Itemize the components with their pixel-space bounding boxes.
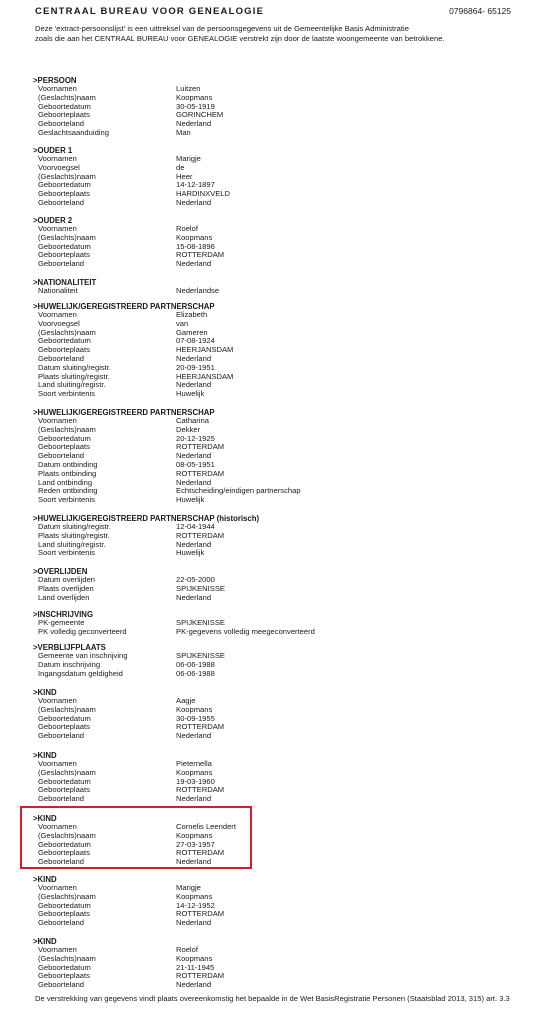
field-value: Huwelijk <box>176 548 205 558</box>
field-value: Aagje <box>176 696 196 705</box>
field-label: Nationaliteit <box>38 286 78 295</box>
field-label: Geslachtsaanduiding <box>38 127 109 137</box>
field-row <box>33 337 513 346</box>
section <box>33 688 513 741</box>
footer-note: De verstrekking van gegevens vindt plaats overeenkomstig het bepaalde in de Wet BasisRegistratie Personen (Staatsblad 2013, 315) art. 3.3 <box>35 994 510 1003</box>
field-row <box>33 164 513 173</box>
field-value: HEERJANSDAM <box>176 371 234 381</box>
section <box>33 937 513 990</box>
field-value: 06-06-1988 <box>176 668 215 678</box>
field-label: Plaats ontbinding <box>38 468 97 478</box>
field-value: ROTTERDAM <box>176 722 225 732</box>
field-value: Roelof <box>176 224 198 233</box>
field-value: HEERJANSDAM <box>176 345 234 355</box>
section-title: >PERSOON <box>33 76 77 85</box>
intro-line: Deze 'extract-persoonslijst' is een uittreksel van de persoonsgegevens uit de Gemeentelijke Basis Administratie <box>35 24 409 33</box>
field-label: Geboorteplaats <box>38 442 90 452</box>
section <box>33 567 513 602</box>
field-label: (Geslachts)naam <box>38 92 96 102</box>
field-label: Voornamen <box>38 224 77 233</box>
field-row <box>33 786 513 795</box>
section-title: >KIND <box>33 688 57 697</box>
field-value: 07-08-1924 <box>176 336 215 346</box>
field-row <box>33 760 513 769</box>
field-value: Man <box>176 127 191 137</box>
section <box>33 302 513 399</box>
section-title: >INSCHRIJVING <box>33 610 94 619</box>
field-row <box>33 955 513 964</box>
field-row <box>33 576 513 585</box>
field-row <box>33 155 513 164</box>
field-row <box>33 769 513 778</box>
field-value: Nederland <box>176 857 212 867</box>
field-value: ROTTERDAM <box>176 442 225 452</box>
intro-line: zoals die aan het CENTRAAL BUREAU voor GENEALOGIE verstrekt zijn door de laatste woongemeente van betrokkene. <box>35 33 445 43</box>
field-label: Voorvoegsel <box>38 318 80 328</box>
field-value: Nederland <box>176 592 212 602</box>
reference-number: 0796864- 65125 <box>449 6 511 16</box>
field-label: Geboorteplaats <box>38 909 90 919</box>
field-value: Koopmans <box>176 830 213 840</box>
field-value: 14-12-1897 <box>176 180 215 190</box>
section-title: >KIND <box>33 937 57 946</box>
field-row <box>33 103 513 112</box>
field-label: Datum sluiting/registr. <box>38 362 112 372</box>
field-row <box>33 173 513 182</box>
highlight-box <box>20 806 252 869</box>
field-row <box>33 549 513 558</box>
field-value: Nederland <box>176 451 212 461</box>
field-value: Marigje <box>176 154 201 163</box>
field-value: ROTTERDAM <box>176 468 225 478</box>
section <box>33 146 513 208</box>
field-row <box>33 346 513 355</box>
field-value: Koopmans <box>176 704 213 714</box>
field-value: ROTTERDAM <box>176 530 225 540</box>
section-title: >KIND <box>33 751 57 760</box>
field-label: Geboorteplaats <box>38 848 90 858</box>
document-title: CENTRAAL BUREAU VOOR GENEALOGIE <box>35 6 265 17</box>
field-label: PK volledig geconverteerd <box>38 626 127 636</box>
field-row <box>33 910 513 919</box>
section-title: >OUDER 2 <box>33 216 73 225</box>
field-label: Voornamen <box>38 310 77 319</box>
field-value: Koopmans <box>176 92 213 102</box>
field-row <box>33 243 513 252</box>
field-value: Nederland <box>176 539 212 549</box>
field-value: ROTTERDAM <box>176 785 225 795</box>
field-value: Gameren <box>176 327 208 337</box>
field-value: Nederland <box>176 980 212 990</box>
field-label: Geboortedatum <box>38 962 91 972</box>
field-label: (Geslachts)naam <box>38 327 96 337</box>
field-label: (Geslachts)naam <box>38 953 96 963</box>
field-row <box>33 461 513 470</box>
field-value: de <box>176 162 185 172</box>
section-title: >HUWELIJK/GEREGISTREERD PARTNERSCHAP <box>33 408 215 417</box>
field-label: Datum ontbinding <box>38 459 98 469</box>
field-row <box>33 287 513 296</box>
field-value: PK-gegevens volledig meegeconverteerd <box>176 626 315 636</box>
field-label: Datum inschrijving <box>38 659 101 669</box>
field-value: Dekker <box>176 424 201 434</box>
field-row <box>33 94 513 103</box>
field-row <box>33 541 513 550</box>
field-row <box>33 390 513 399</box>
field-label: Reden ontbinding <box>38 486 98 496</box>
field-label: Soort verbintenis <box>38 389 95 399</box>
section-title: >HUWELIJK/GEREGISTREERD PARTNERSCHAP <box>33 302 215 311</box>
field-label: Soort verbintenis <box>38 548 95 558</box>
intro-text <box>35 24 535 43</box>
field-row <box>33 723 513 732</box>
field-value: 12-04-1944 <box>176 522 215 531</box>
field-value: 15-08-1896 <box>176 241 215 251</box>
section <box>33 514 513 558</box>
field-row <box>33 435 513 444</box>
field-value: SPIJKENISSE <box>176 618 225 627</box>
field-value: Huwelijk <box>176 389 205 399</box>
field-label: Geboorteplaats <box>38 250 90 260</box>
field-value: Nederland <box>176 918 212 928</box>
field-label: (Geslachts)naam <box>38 171 96 181</box>
field-row <box>33 778 513 787</box>
field-label: Gemeente van inschrijving <box>38 651 128 660</box>
field-row <box>33 795 513 804</box>
field-value: Nederland <box>176 259 212 269</box>
section-title: >KIND <box>33 814 57 823</box>
field-value: Marigje <box>176 883 201 892</box>
section <box>33 610 513 637</box>
field-label: (Geslachts)naam <box>38 232 96 242</box>
field-label: Land overlijden <box>38 592 90 602</box>
field-label: (Geslachts)naam <box>38 767 96 777</box>
field-label: Land sluiting/registr. <box>38 380 106 390</box>
field-label: Voornamen <box>38 416 77 425</box>
field-row <box>33 732 513 741</box>
field-label: Geboorteplaats <box>38 971 90 981</box>
field-label: Geboorteland <box>38 451 85 461</box>
field-row <box>33 884 513 893</box>
field-label: Geboortedatum <box>38 900 91 910</box>
field-value: Koopmans <box>176 232 213 242</box>
field-label: Geboortedatum <box>38 101 91 111</box>
field-value: ROTTERDAM <box>176 250 225 260</box>
field-label: Geboorteplaats <box>38 722 90 732</box>
field-row <box>33 181 513 190</box>
field-value: ROTTERDAM <box>176 848 225 858</box>
section-title: >OUDER 1 <box>33 146 73 155</box>
field-label: Geboorteland <box>38 353 85 363</box>
field-value: Koopmans <box>176 891 213 901</box>
section-title: >KIND <box>33 875 57 884</box>
field-row <box>33 919 513 928</box>
field-label: Voornamen <box>38 84 77 93</box>
field-value: 20-12-1925 <box>176 433 215 443</box>
field-label: Voornamen <box>38 883 77 892</box>
field-label: (Geslachts)naam <box>38 830 96 840</box>
section <box>33 216 513 269</box>
field-label: (Geslachts)naam <box>38 891 96 901</box>
field-row <box>33 111 513 120</box>
field-value: Elizabeth <box>176 310 208 319</box>
field-label: Geboorteplaats <box>38 189 90 199</box>
field-value: van <box>176 318 189 328</box>
field-label: Geboorteland <box>38 259 85 269</box>
field-label: Geboortedatum <box>38 776 91 786</box>
field-label: Geboortedatum <box>38 713 91 723</box>
field-value: Nederland <box>176 353 212 363</box>
field-row <box>33 329 513 338</box>
field-label: Voornamen <box>38 696 77 705</box>
field-label: Geboorteland <box>38 980 85 990</box>
section-title: >NATIONALITEIT <box>33 278 97 287</box>
field-label: Datum overlijden <box>38 575 95 584</box>
field-row <box>33 417 513 426</box>
field-label: PK-gemeente <box>38 618 85 627</box>
field-value: Luitzen <box>176 84 201 93</box>
field-label: Geboortedatum <box>38 241 91 251</box>
field-label: Geboorteplaats <box>38 785 90 795</box>
field-value: 27-03-1957 <box>176 839 215 849</box>
field-value: 14-12-1952 <box>176 900 215 910</box>
field-value: Roelof <box>176 945 198 954</box>
field-row <box>33 85 513 94</box>
field-row <box>33 260 513 269</box>
field-label: Geboortedatum <box>38 839 91 849</box>
field-value: Nederland <box>176 731 212 741</box>
field-value: 20-09-1951 <box>176 362 215 372</box>
field-row <box>33 251 513 260</box>
field-label: (Geslachts)naam <box>38 704 96 714</box>
field-value: ROTTERDAM <box>176 971 225 981</box>
field-value: Nederland <box>176 197 212 207</box>
field-row <box>33 381 513 390</box>
field-label: Geboorteland <box>38 794 85 804</box>
field-value: GORINCHEM <box>176 110 224 120</box>
field-row <box>33 670 513 679</box>
field-label: Plaats sluiting/registr. <box>38 371 110 381</box>
field-label: Soort verbintenis <box>38 495 95 505</box>
field-row <box>33 981 513 990</box>
field-label: Geboorteplaats <box>38 110 90 120</box>
field-row <box>33 715 513 724</box>
field-value: Nederland <box>176 477 212 487</box>
field-value: SPIJKENISSE <box>176 651 225 660</box>
field-row <box>33 311 513 320</box>
field-label: Geboorteland <box>38 119 85 129</box>
field-row <box>33 225 513 234</box>
field-value: 22-05-2000 <box>176 575 215 584</box>
field-row <box>33 487 513 496</box>
field-label: Geboorteland <box>38 731 85 741</box>
field-row <box>33 893 513 902</box>
field-value: Echtscheiding/eindigen partnerschap <box>176 486 301 496</box>
field-value: Nederland <box>176 119 212 129</box>
field-label: Land sluiting/registr. <box>38 539 106 549</box>
field-label: Plaats overlijden <box>38 583 94 593</box>
field-label: Land ontbinding <box>38 477 93 487</box>
field-row <box>33 972 513 981</box>
field-value: Pieternella <box>176 759 212 768</box>
field-value: 30-09-1955 <box>176 713 215 723</box>
field-value: 08-05-1951 <box>176 459 215 469</box>
field-label: Ingangsdatum geldigheid <box>38 668 123 678</box>
field-value: SPIJKENISSE <box>176 583 225 593</box>
field-value: Koopmans <box>176 953 213 963</box>
field-row <box>33 190 513 199</box>
field-label: Geboorteland <box>38 918 85 928</box>
field-label: Datum sluiting/registr. <box>38 522 112 531</box>
field-value: 19-03-1960 <box>176 776 215 786</box>
field-value: Nederland <box>176 380 212 390</box>
field-value: Cornelis Leendert <box>176 822 236 831</box>
field-label: Geboortedatum <box>38 336 91 346</box>
field-row <box>33 594 513 603</box>
field-row <box>33 946 513 955</box>
field-label: Voornamen <box>38 759 77 768</box>
field-row <box>33 585 513 594</box>
section-title: >HUWELIJK/GEREGISTREERD PARTNERSCHAP (historisch) <box>33 514 260 523</box>
field-row <box>33 697 513 706</box>
field-label: (Geslachts)naam <box>38 424 96 434</box>
field-value: 30-05-1919 <box>176 101 215 111</box>
field-label: Geboortedatum <box>38 180 91 190</box>
section-title: >VERBLIJFPLAATS <box>33 643 106 652</box>
field-value: 06-06-1988 <box>176 659 215 669</box>
section <box>33 875 513 928</box>
field-value: ROTTERDAM <box>176 909 225 919</box>
field-label: Voorvoegsel <box>38 162 80 172</box>
section <box>33 643 513 678</box>
field-row <box>33 320 513 329</box>
field-row <box>33 199 513 208</box>
field-label: Plaats sluiting/registr. <box>38 530 110 540</box>
field-label: Geboorteland <box>38 197 85 207</box>
section <box>33 751 513 804</box>
field-row <box>33 443 513 452</box>
field-label: Geboortedatum <box>38 433 91 443</box>
field-label: Voornamen <box>38 945 77 954</box>
field-label: Voornamen <box>38 822 77 831</box>
field-row <box>33 234 513 243</box>
section <box>33 408 513 505</box>
field-row <box>33 452 513 461</box>
field-label: Geboorteplaats <box>38 345 90 355</box>
field-row <box>33 426 513 435</box>
field-value: Nederlandse <box>176 286 220 295</box>
field-row <box>33 706 513 715</box>
section-title: >OVERLIJDEN <box>33 567 88 576</box>
field-value: 21-11-1945 <box>176 962 215 972</box>
field-value: Heer <box>176 171 193 181</box>
section <box>33 76 513 138</box>
section <box>33 278 513 296</box>
field-row <box>33 470 513 479</box>
field-row <box>33 964 513 973</box>
field-value: Catharina <box>176 416 209 425</box>
field-row <box>33 496 513 505</box>
field-value: Huwelijk <box>176 495 205 505</box>
field-value: Nederland <box>176 794 212 804</box>
field-row <box>33 129 513 138</box>
field-value: HARDINXVELD <box>176 189 231 199</box>
field-row <box>33 652 513 661</box>
field-label: Geboorteland <box>38 857 85 867</box>
field-label: Voornamen <box>38 154 77 163</box>
field-row <box>33 902 513 911</box>
field-row <box>33 628 513 637</box>
field-value: Koopmans <box>176 767 213 777</box>
